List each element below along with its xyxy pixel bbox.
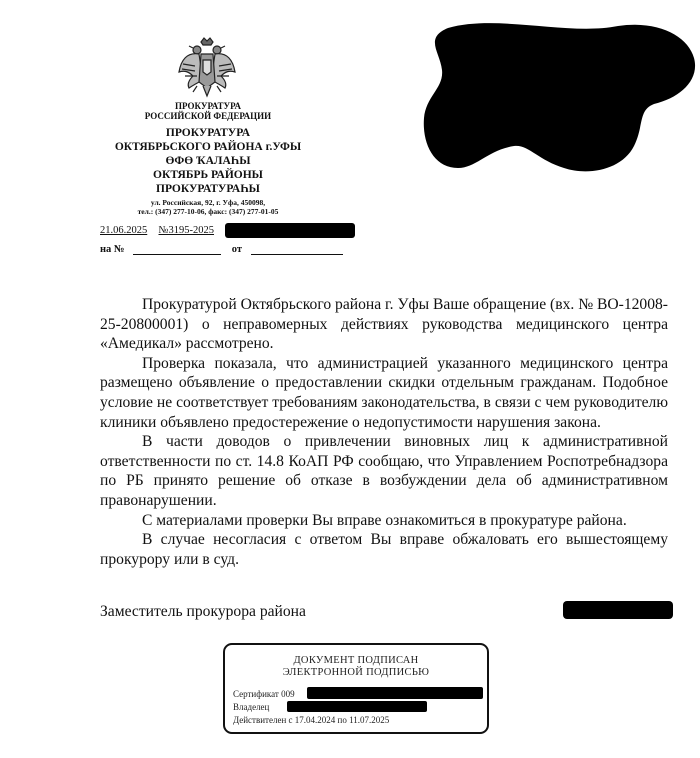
stamp-validity: Действителен с 17.04.2024 по 11.07.2025 bbox=[233, 715, 390, 725]
header-phones: тел.: (347) 277-10-06, факс: (347) 277-01-05 bbox=[137, 207, 279, 216]
stamp-certificate: Сертификат 009 bbox=[233, 689, 295, 699]
stamp-title-2: ЭЛЕКТРОННОЙ ПОДПИСЬЮ bbox=[282, 667, 430, 678]
header-line4: ОКТЯБРЬСКОГО РАЙОНА г.УФЫ bbox=[114, 141, 302, 153]
body-paragraph-3: В части доводов о привлечении виновных лиц к административной ответственности по ст. 14.8 КоАП РФ сообщаю, что Управлением Роспотребнадзора по РБ принято решение об отказе в возбуждении дела об административном правонарушении. bbox=[100, 433, 668, 509]
registration-number: №3195-2025 bbox=[158, 225, 215, 236]
na-blank bbox=[133, 244, 221, 255]
stamp-owner: Владелец bbox=[233, 702, 270, 712]
header-address: ул. Российская, 92, г. Уфа, 450098, bbox=[150, 198, 266, 207]
header-line1: ПРОКУРАТУРА bbox=[175, 101, 241, 111]
header-line2: РОССИЙСКОЙ ФЕДЕРАЦИИ bbox=[144, 111, 272, 121]
redaction-reg-number bbox=[225, 223, 355, 238]
na-label: на № bbox=[100, 244, 125, 255]
stamp-title-1: ДОКУМЕНТ ПОДПИСАН bbox=[293, 655, 419, 666]
header-line3: ПРОКУРАТУРА bbox=[165, 127, 251, 139]
redaction-certificate bbox=[307, 687, 483, 699]
body-paragraph-1: Прокуратурой Октябрьского района г. Уфы Ваше обращение (вх. № ВО-12008-25-20800001) о неправомерных действиях руководства медицинского центра «Амедикал» рассмотрено. bbox=[100, 296, 668, 353]
redaction-signer-name bbox=[563, 601, 673, 619]
redaction-addressee bbox=[418, 18, 700, 184]
russian-coat-of-arms-icon bbox=[175, 36, 239, 100]
header-line7: ПРОКУРАТУРАҺЫ bbox=[156, 183, 260, 195]
body-paragraph-4: С материалами проверки Вы вправе ознакомиться в прокуратуре района. bbox=[142, 511, 627, 529]
electronic-signature-stamp bbox=[223, 643, 489, 734]
ot-blank bbox=[251, 244, 343, 255]
body-paragraph-5: В случае несогласия с ответом Вы вправе обжаловать его вышестоящему прокурору или в суд. bbox=[100, 531, 668, 568]
body-paragraph-2: Проверка показала, что администрацией указанного медицинского центра размещено объявление о предоставлении скидки отдельным гражданам. Подобное условие не соответствует требованиям законодательства, в связи с чем руководителю клиники объявлено предостережение о недопустимости нарушения закона. bbox=[100, 354, 668, 431]
reference-line bbox=[100, 244, 343, 255]
letter-body bbox=[100, 295, 668, 569]
redaction-owner bbox=[287, 701, 427, 712]
ot-label: от bbox=[231, 244, 243, 255]
header-line6: ОКТЯБРЬ РАЙОНЫ bbox=[153, 169, 263, 181]
registration-line bbox=[100, 225, 214, 236]
signer-title: Заместитель прокурора района bbox=[100, 603, 306, 620]
registration-date: 21.06.2025 bbox=[100, 225, 148, 236]
header-line5: ӨФӨ ҠАЛАҺЫ bbox=[165, 155, 251, 167]
